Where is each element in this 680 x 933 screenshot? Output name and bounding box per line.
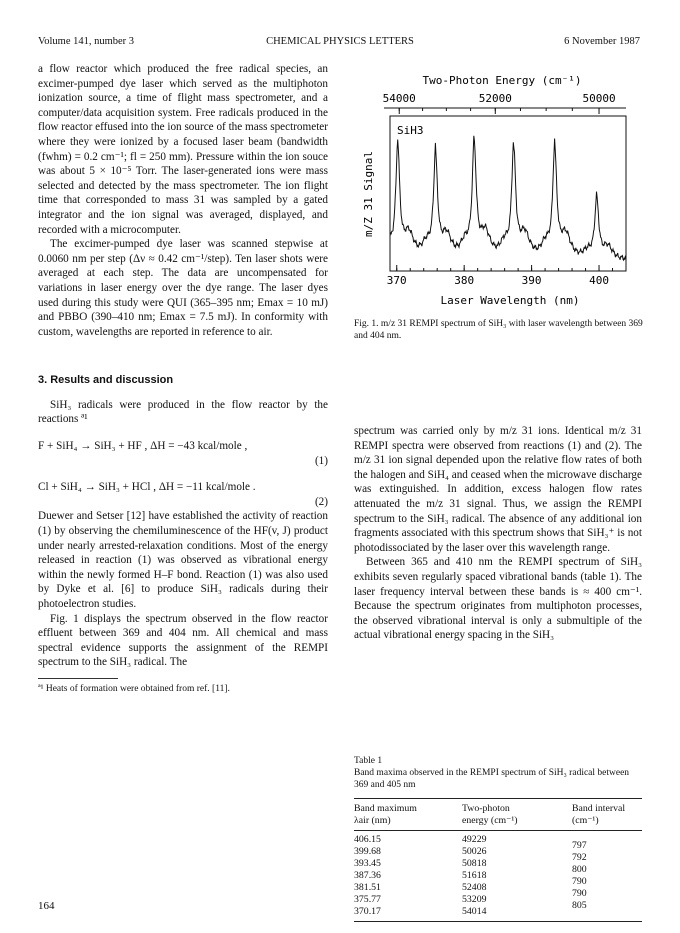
table-cell-interval: 797 xyxy=(572,840,587,851)
x-axis-label: Laser Wavelength (nm) xyxy=(440,294,580,307)
table-cell-energy: 51618 xyxy=(462,870,487,881)
equation-2: Cl + SiH₄ → SiH₃ + HCl , ΔH = −11 kcal/mole . xyxy=(38,481,256,494)
table-cell-energy: 50818 xyxy=(462,858,487,869)
table-cell-energy: 49229 xyxy=(462,834,487,845)
paragraph: The excimer-pumped dye laser was scanned stepwise at 0.0060 nm per step (Δν ≈ 0.42 cm⁻¹/step). Ten laser shots were averaged at each step. The data are uncompensated for variations in laser energy over the dye range. The laser dyes used during this study were QUI (365–395 nm; Emax = 10 mJ) and PBBO (390–410 nm; Emax = 7.5 mJ). In conformity with custom, wavelengths are reported in reference to air. xyxy=(38,238,328,338)
bottom-tick-label: 400 xyxy=(589,274,609,287)
table-cell-band-max: 375.77 xyxy=(354,894,381,905)
table-caption-block xyxy=(354,755,644,791)
right-column xyxy=(354,424,642,643)
header-energy: Two-photon energy (cm⁻¹) xyxy=(462,803,518,826)
table-cell-interval: 792 xyxy=(572,852,587,863)
table-cell-band-max: 381.51 xyxy=(354,882,381,893)
table-body xyxy=(354,831,642,921)
paragraph: SiH₃ radicals were produced in the flow reactor by the reactions ª¹ xyxy=(38,398,328,426)
section-title: 3. Results and discussion xyxy=(38,374,174,387)
top-tick-label: 50000 xyxy=(582,92,616,105)
table-cell-interval: 805 xyxy=(572,900,587,911)
bottom-tick-label: 370 xyxy=(386,274,407,287)
header-interval: Band interval (cm⁻¹) xyxy=(572,803,626,826)
header-date: 6 November 1987 xyxy=(564,36,640,47)
table-cell-interval: 790 xyxy=(572,876,587,887)
table-cell-energy: 52408 xyxy=(462,882,487,893)
equation-1: F + SiH₄ → SiH₃ + HF , ΔH = −43 kcal/mole , xyxy=(38,440,248,453)
table-cell-band-max: 387.36 xyxy=(354,870,381,881)
spectrum-chart xyxy=(350,62,650,312)
table-caption: Band maxima observed in the REMPI spectrum of SiH₃ radical between 369 and 405 nm xyxy=(354,768,630,790)
table-cell-energy: 53209 xyxy=(462,894,487,905)
y-axis-label: m/Z 31 Signal xyxy=(362,150,375,238)
column-band-max xyxy=(354,834,462,918)
paragraph: spectrum was carried only by m/z 31 ions. Identical m/z 31 REMPI spectra were observed from reactions (1) and (2). The m/z 31 ion signal depended upon the relative flow rates of both the halogen and SiH₄ and ceased when the microwave discharge was extinguished. In addition, excess halogen flow rates attenuated the m/z 31 signal. Thus, we assign the REMPI spectrum to the SiH₃ radical. The absence of any additional ion fragments associated with this spectrum shows that SiH₃⁺ is not photodissociated by the laser over this wavelength range. xyxy=(354,425,642,554)
column-interval xyxy=(572,834,642,918)
bottom-tick-label: 380 xyxy=(454,274,475,287)
footnote-rule xyxy=(38,678,118,679)
figure-caption: Fig. 1. m/z 31 REMPI spectrum of SiH₃ with laser wavelength between 369 and 404 nm. xyxy=(354,319,643,341)
table-cell-energy: 50026 xyxy=(462,846,487,857)
table-cell-band-max: 370.17 xyxy=(354,906,381,917)
paragraph: Between 365 and 410 nm the REMPI spectrum of SiH₃ exhibits seven regularly spaced vibrational bands (table 1). The laser frequency interval between these bands is ≈ 400 cm⁻¹. Because the spectrum originates from multiphoton processes, the observed vibrational interval is only a submultiple of the actual vibrational energy spacing in the SiH₃ xyxy=(354,556,642,642)
bottom-tick-label: 390 xyxy=(521,274,542,287)
table-cell-band-max: 399.68 xyxy=(354,846,381,857)
paragraph: Duewer and Setser [12] have established the activity of reaction (1) by observing the chemiluminescence of the HF(v, J) product under nearly arrested-relaxation conditions. Most of the energy released in reaction (1) was observed as vibrational energy within the newly formed H–F bond. Reaction (1) was also used by Dyke et al. [6] to produce SiH₃ radicals during their photoelectron studies. xyxy=(38,510,328,610)
equation-1-number: (1) xyxy=(314,454,328,467)
table-cell-energy: 54014 xyxy=(462,906,487,917)
top-tick-label: 52000 xyxy=(478,92,512,105)
table-title: Table 1 xyxy=(354,756,383,766)
band-table xyxy=(354,798,642,922)
page-number: 164 xyxy=(38,900,55,912)
footnote: ª¹ Heats of formation were obtained from ref. [11]. xyxy=(38,683,230,694)
equation-2-number: (2) xyxy=(314,495,328,508)
table-cell-band-max: 406.15 xyxy=(354,834,381,845)
plot-frame xyxy=(390,116,626,271)
header-journal: CHEMICAL PHYSICS LETTERS xyxy=(266,36,414,47)
table-header xyxy=(354,799,642,830)
top-tick-label: 54000 xyxy=(382,92,416,105)
table-cell-interval: 800 xyxy=(572,864,587,875)
left-column xyxy=(38,62,328,695)
table-cell-band-max: 393.45 xyxy=(354,858,381,869)
spectrum-trace xyxy=(390,136,626,260)
header-volume: Volume 141, number 3 xyxy=(38,36,135,47)
paragraph: Fig. 1 displays the spectrum observed in the flow reactor effluent between 369 and 404 nm. All chemical and mass spectral evidence supports the assignment of the REMPI spectrum to the SiH₃ radical. The xyxy=(38,612,328,669)
table-cell-interval: 790 xyxy=(572,888,587,899)
figure-1 xyxy=(350,62,650,312)
paragraph: a flow reactor which produced the free radical species, an excimer-pumped dye laser which served as the multiphoton ionization source, a time of flight mass spectrometer, and a computer/data acquisition system. Free radicals produced in the flow reactor effused into the ion source of the mass spectrometer where they were ionized by a focused laser beam (bandwidth (fwhm) = 0.2 cm⁻¹; fl = 250 mm). Pressure within the ion souce was about 5 × 10⁻⁵ Torr. The laser-generated ions were mass selected and detected by the mass spectrometer. The ion flight time that corresponded to mass 31 was sampled by a gated integrator and the ion signal was averaged, displayed, and recorded with a microcomputer. xyxy=(38,63,328,236)
species-label: SiH3 xyxy=(397,124,424,137)
top-axis-title: Two-Photon Energy (cm⁻¹) xyxy=(422,74,582,87)
header-band-max: Band maximum λair (nm) xyxy=(354,803,417,826)
column-energy xyxy=(462,834,572,918)
